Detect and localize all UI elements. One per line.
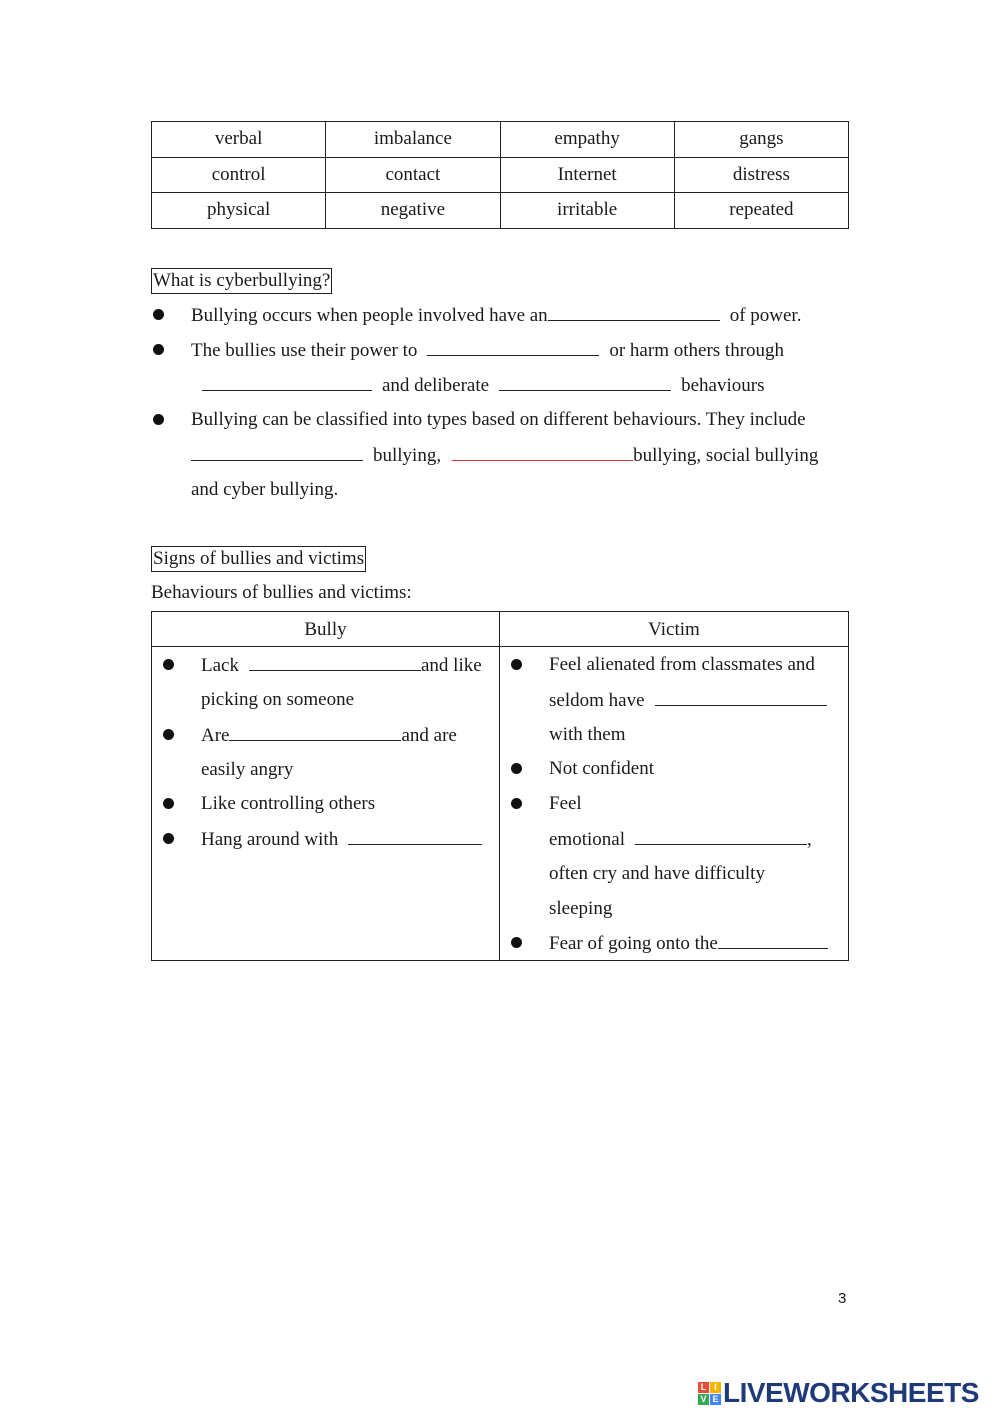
victim-item-3-line-2: [549, 827, 812, 852]
column-divider: [499, 612, 500, 960]
bully-i1-post: and like: [420, 655, 482, 676]
victim-item-2: Not confident: [549, 758, 655, 779]
victim-i3-text: emotional: [549, 829, 625, 850]
word-bank-cell: empathy: [500, 122, 674, 158]
cyberbullying-heading: What is cyberbullying?: [151, 268, 332, 294]
victim-item-3: Feel: [549, 793, 582, 814]
bully-i4-text: Hang around with: [201, 829, 339, 850]
bullet-icon: [153, 309, 164, 320]
cyber-bullet-3: Bullying can be classified into types based on different behaviours. They include: [191, 409, 806, 430]
victim-item-3-line-3: often cry and have difficulty: [549, 863, 765, 884]
blank-distress[interactable]: [635, 827, 807, 845]
cyber-b2-post: or harm others through: [609, 340, 785, 361]
blank-verbal[interactable]: [191, 443, 363, 461]
word-bank-table: [151, 121, 849, 229]
bully-item-3: Like controlling others: [201, 793, 376, 814]
blank-internet[interactable]: [718, 931, 828, 949]
blank-repeated[interactable]: [499, 373, 671, 391]
bullet-icon: [511, 798, 522, 809]
page-number: 3: [838, 1290, 847, 1307]
logo-letter-i: I: [710, 1382, 721, 1393]
victim-item-4: [549, 931, 828, 956]
cyber-bullet-2-line-2: [202, 373, 764, 398]
signs-heading: Signs of bullies and victims: [151, 546, 366, 572]
victim-i4-text: Fear of going onto the: [549, 933, 718, 954]
cyber-bullet-1: [191, 303, 801, 328]
bully-item-2-line-2: easily angry: [201, 759, 294, 780]
victim-item-1-line-3: with them: [549, 724, 626, 745]
liveworksheets-icon: [698, 1382, 721, 1405]
liveworksheets-wordmark: LIVEWORKSHEETS: [723, 1377, 979, 1408]
cyber-bullet-3-line-2: [191, 443, 818, 468]
bully-i1-text: Lack: [201, 655, 239, 676]
header-divider: [152, 646, 848, 647]
bullet-icon: [511, 937, 522, 948]
bullet-icon: [163, 833, 174, 844]
blank-imbalance[interactable]: [548, 303, 720, 321]
cyber-bullet-2: [191, 338, 784, 363]
bullet-icon: [153, 414, 164, 425]
bullet-icon: [511, 763, 522, 774]
blank-physical[interactable]: [452, 443, 633, 461]
word-bank-cell: gangs: [674, 122, 848, 158]
word-bank-cell: negative: [326, 193, 500, 229]
word-bank-cell: control: [152, 157, 326, 193]
blank-negative[interactable]: [202, 373, 372, 391]
bully-item-1: [201, 653, 482, 678]
cyber-b2-text: The bullies use their power to: [191, 340, 418, 361]
logo-letter-l: L: [698, 1382, 709, 1393]
bully-item-4: [201, 827, 482, 852]
logo-letter-v: V: [698, 1394, 709, 1405]
victim-item-3-line-4: sleeping: [549, 898, 613, 919]
word-bank-cell: contact: [326, 157, 500, 193]
bully-item-2: [201, 723, 457, 748]
liveworksheets-logo: [698, 1378, 979, 1408]
blank-control[interactable]: [427, 338, 599, 356]
bully-i2-post: and are: [401, 725, 457, 746]
victim-i1-text: seldom have: [549, 690, 645, 711]
word-bank-cell: physical: [152, 193, 326, 229]
bullet-icon: [511, 659, 522, 670]
bully-item-1-line-2: picking on someone: [201, 689, 355, 710]
cyber-b1-post: of power.: [729, 305, 802, 326]
logo-letter-e: E: [710, 1394, 721, 1405]
cyber-b2-mid: and deliberate: [382, 375, 490, 396]
blank-irritable[interactable]: [229, 723, 401, 741]
word-bank-cell: irritable: [500, 193, 674, 229]
word-bank-cell: distress: [674, 157, 848, 193]
word-bank-row: [152, 193, 849, 229]
cyber-b1-text: Bullying occurs when people involved have an: [191, 305, 548, 326]
word-bank-cell: repeated: [674, 193, 848, 229]
word-bank-cell: verbal: [152, 122, 326, 158]
cyber-bullet-3-line-3: and cyber bullying.: [191, 479, 339, 500]
bully-i2-text: Are: [201, 725, 230, 746]
cyber-b2-end: behaviours: [681, 375, 765, 396]
blank-empathy[interactable]: [249, 653, 421, 671]
victim-i3-comma: ,: [806, 829, 812, 850]
signs-intro: Behaviours of bullies and victims:: [151, 582, 412, 603]
bully-header: Bully: [304, 619, 347, 640]
bullet-icon: [163, 659, 174, 670]
bullet-icon: [163, 798, 174, 809]
victim-item-1: Feel alienated from classmates and: [549, 654, 815, 675]
victim-header: Victim: [648, 619, 700, 640]
blank-contact[interactable]: [655, 688, 827, 706]
victim-item-1-line-2: [549, 688, 827, 713]
word-bank-row: [152, 122, 849, 158]
word-bank-cell: imbalance: [326, 122, 500, 158]
blank-gangs[interactable]: [348, 827, 482, 845]
word-bank-row: [152, 157, 849, 193]
cyber-b3-mid: bullying,: [373, 445, 442, 466]
word-bank-cell: Internet: [500, 157, 674, 193]
cyber-b3-post: bullying, social bullying: [633, 445, 819, 466]
bullet-icon: [163, 729, 174, 740]
bullet-icon: [153, 344, 164, 355]
